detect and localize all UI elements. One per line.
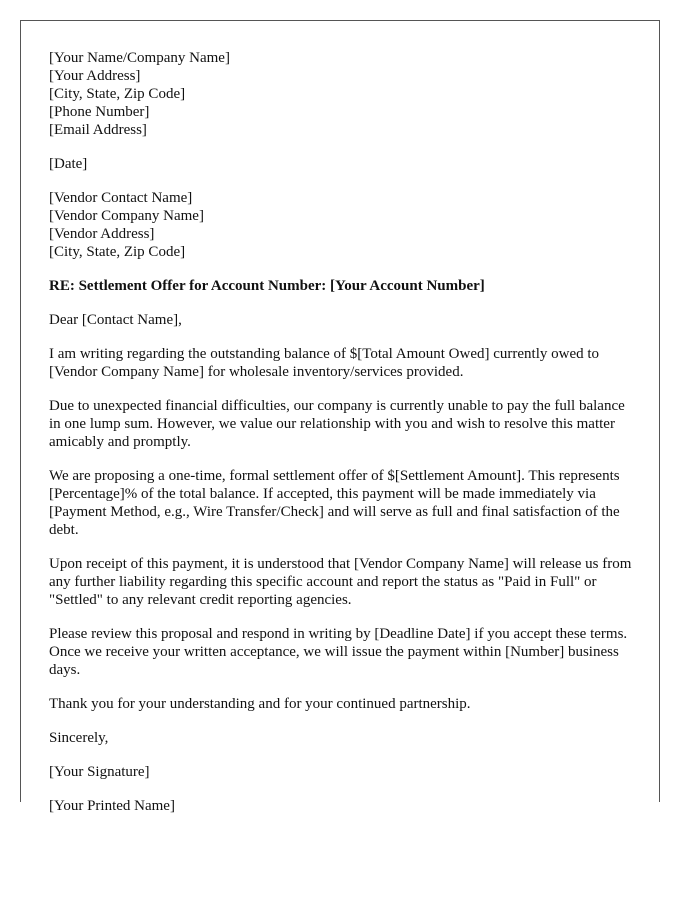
salutation: Dear [Contact Name], [49,312,182,328]
letter-page [20,20,660,814]
body-paragraph: Upon receipt of this payment, it is understood that [Vendor Company Name] will release us from any further liability regarding this specific account and report the status as "Paid in Full" or "Settled" to any relevant credit reporting agencies. [49,556,632,608]
subject-line: RE: Settlement Offer for Account Number: [Your Account Number] [49,278,485,294]
sender-name: [Your Name/Company Name] [49,50,230,66]
signature: [Your Signature] [49,764,150,780]
sender-phone: [Phone Number] [49,104,150,120]
printed-name: [Your Printed Name] [49,798,175,814]
recipient-block [49,189,637,261]
sender-address: [Your Address] [49,68,141,84]
sender-city: [City, State, Zip Code] [49,86,186,102]
body-paragraph: I am writing regarding the outstanding balance of $[Total Amount Owed] currently owed to [Vendor Company Name] for wholesale inventory/services provided. [49,346,600,380]
letter-content [49,49,637,831]
date-block [49,155,637,173]
recipient-contact: [Vendor Contact Name] [49,190,193,206]
recipient-city: [City, State, Zip Code] [49,244,186,260]
recipient-address: [Vendor Address] [49,226,155,242]
body-paragraph: Please review this proposal and respond in writing by [Deadline Date] if you accept these terms. Once we receive your written acceptance, we will issue the payment within [Number] business days. [49,626,628,678]
closing: Sincerely, [49,730,109,746]
body-paragraph: Due to unexpected financial difficulties, our company is currently unable to pay the full balance in one lump sum. However, we value our relationship with you and wish to resolve this matter amicably and promptly. [49,398,625,450]
body-paragraph: We are proposing a one-time, formal settlement offer of $[Settlement Amount]. This represents [Percentage]% of the total balance. If accepted, this payment will be made immediately via [Payment Method, e.g., Wire Transfer/Check] and will serve as full and final satisfaction of the debt. [49,468,620,538]
letter-date: [Date] [49,156,88,172]
body-paragraph: Thank you for your understanding and for your continued partnership. [49,696,471,712]
sender-block [49,49,637,139]
recipient-company: [Vendor Company Name] [49,208,204,224]
sender-email: [Email Address] [49,122,147,138]
